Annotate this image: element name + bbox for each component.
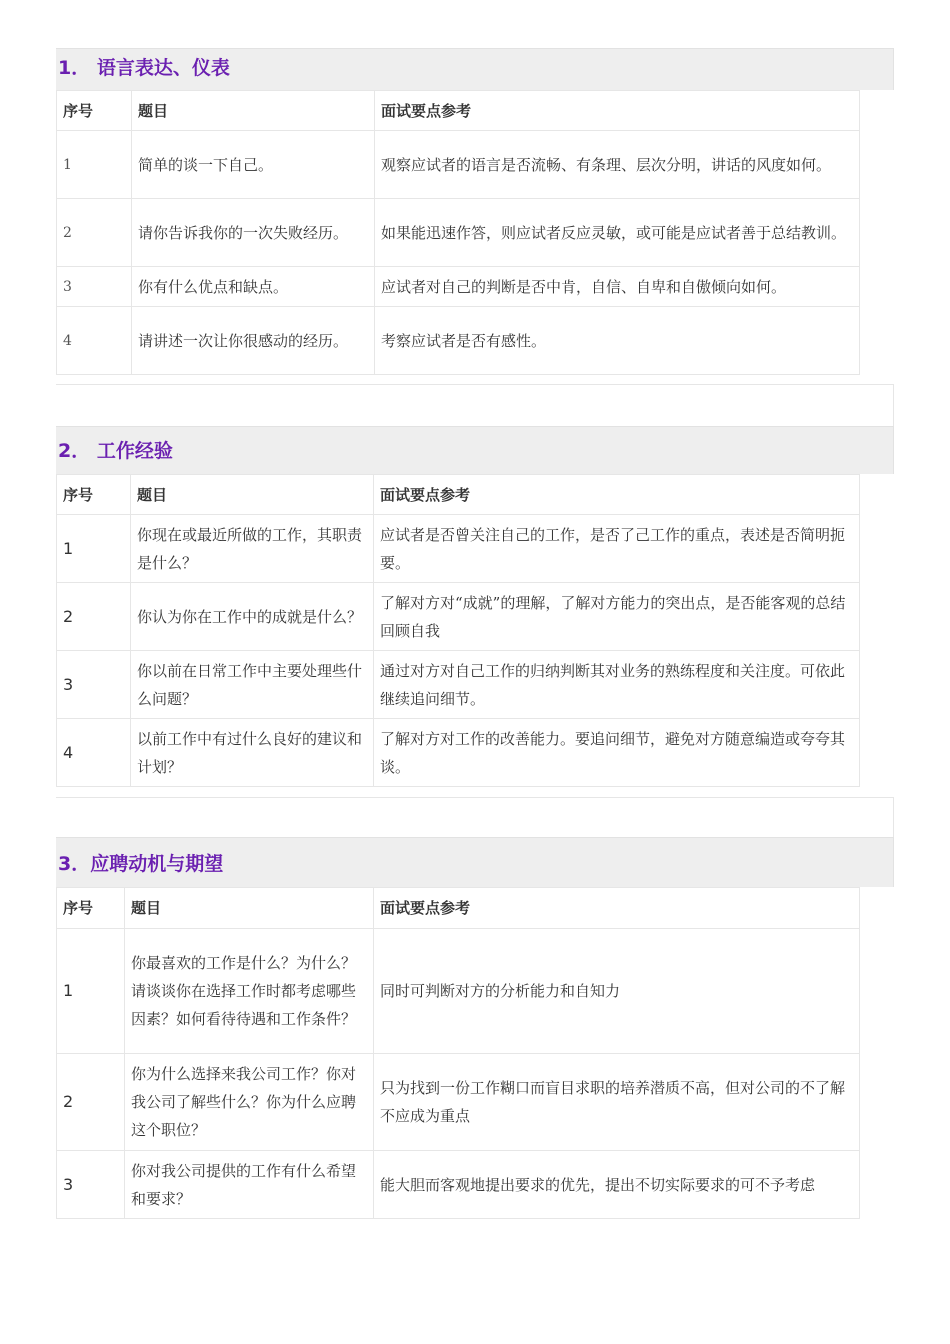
section-2-table: [56, 474, 860, 787]
row-question: 请讲述一次让你很感动的经历。: [132, 307, 375, 375]
row-index: 4: [57, 719, 131, 787]
row-index: 4: [57, 307, 132, 375]
row-index: 3: [57, 267, 132, 307]
row-question: 以前工作中有过什么良好的建议和计划？: [131, 719, 374, 787]
row-index: 3: [57, 1151, 125, 1219]
row-reference: 观察应试者的语言是否流畅、有条理、层次分明，讲话的风度如何。: [375, 131, 860, 199]
table-header-row: [57, 475, 860, 515]
section-1-table: [56, 90, 860, 375]
table-row: [57, 1054, 860, 1151]
section-3-spacer: [56, 797, 894, 837]
row-index: 2: [57, 583, 131, 651]
row-question: 简单的谈一下自己。: [132, 131, 375, 199]
row-question: 请你告诉我你的一次失败经历。: [132, 199, 375, 267]
section-2-spacer: [56, 384, 894, 426]
section-3-heading: [56, 837, 894, 887]
table-row: [57, 583, 860, 651]
row-reference: 通过对方对自己工作的归纳判断其对业务的熟练程度和关注度。可依此继续追问细节。: [374, 651, 860, 719]
table-row: [57, 929, 860, 1054]
table-row: [57, 1151, 860, 1219]
row-reference: 考察应试者是否有感性。: [375, 307, 860, 375]
table-header-row: [57, 888, 860, 929]
row-question: 你为什么选择来我公司工作？你对我公司了解些什么？你为什么应聘这个职位？: [125, 1054, 374, 1151]
row-index: 1: [57, 929, 125, 1054]
table-row: [57, 199, 860, 267]
row-index: 1: [57, 131, 132, 199]
header-reference: 面试要点参考: [375, 91, 860, 131]
row-reference: 应试者是否曾关注自己的工作，是否了己工作的重点，表述是否简明扼要。: [374, 515, 860, 583]
row-index: 2: [57, 1054, 125, 1151]
header-question: 题目: [125, 888, 374, 929]
section-2-title: 2． 工作经验: [58, 440, 173, 462]
header-question: 题目: [132, 91, 375, 131]
row-index: 1: [57, 515, 131, 583]
row-index: 2: [57, 199, 132, 267]
header-reference: 面试要点参考: [374, 888, 860, 929]
table-row: [57, 307, 860, 375]
row-index: 3: [57, 651, 131, 719]
header-index: 序号: [57, 91, 132, 131]
section-3-table: [56, 887, 860, 1219]
table-header-row: [57, 91, 860, 131]
table-row: [57, 515, 860, 583]
row-reference: 能大胆而客观地提出要求的优先，提出不切实际要求的可不予考虑: [374, 1151, 860, 1219]
table-row: [57, 267, 860, 307]
table-row: [57, 651, 860, 719]
header-index: 序号: [57, 888, 125, 929]
row-question: 你现在或最近所做的工作，其职责是什么？: [131, 515, 374, 583]
row-question: 你有什么优点和缺点。: [132, 267, 375, 307]
row-question: 你以前在日常工作中主要处理些什么问题？: [131, 651, 374, 719]
row-reference: 如果能迅速作答，则应试者反应灵敏，或可能是应试者善于总结教训。: [375, 199, 860, 267]
row-reference: 了解对方对“成就”的理解，了解对方能力的突出点，是否能客观的总结回顾自我: [374, 583, 860, 651]
section-1-heading: [56, 48, 894, 90]
header-reference: 面试要点参考: [374, 475, 860, 515]
section-3-title: 3．应聘动机与期望: [58, 853, 224, 875]
row-question: 你认为你在工作中的成就是什么？: [131, 583, 374, 651]
row-reference: 同时可判断对方的分析能力和自知力: [374, 929, 860, 1054]
row-reference: 只为找到一份工作糊口而盲目求职的培养潜质不高，但对公司的不了解不应成为重点: [374, 1054, 860, 1151]
section-1-title: 1． 语言表达、仪表: [58, 57, 230, 79]
header-index: 序号: [57, 475, 131, 515]
section-2-heading: [56, 426, 894, 474]
table-row: [57, 719, 860, 787]
row-reference: 应试者对自己的判断是否中肯，自信、自卑和自傲倾向如何。: [375, 267, 860, 307]
row-question: 你最喜欢的工作是什么？为什么？请谈谈你在选择工作时都考虑哪些因素？如何看待待遇和工作条件？: [125, 929, 374, 1054]
header-question: 题目: [131, 475, 374, 515]
table-row: [57, 131, 860, 199]
row-question: 你对我公司提供的工作有什么希望和要求？: [125, 1151, 374, 1219]
row-reference: 了解对方对工作的改善能力。要追问细节，避免对方随意编造或夸夸其谈。: [374, 719, 860, 787]
